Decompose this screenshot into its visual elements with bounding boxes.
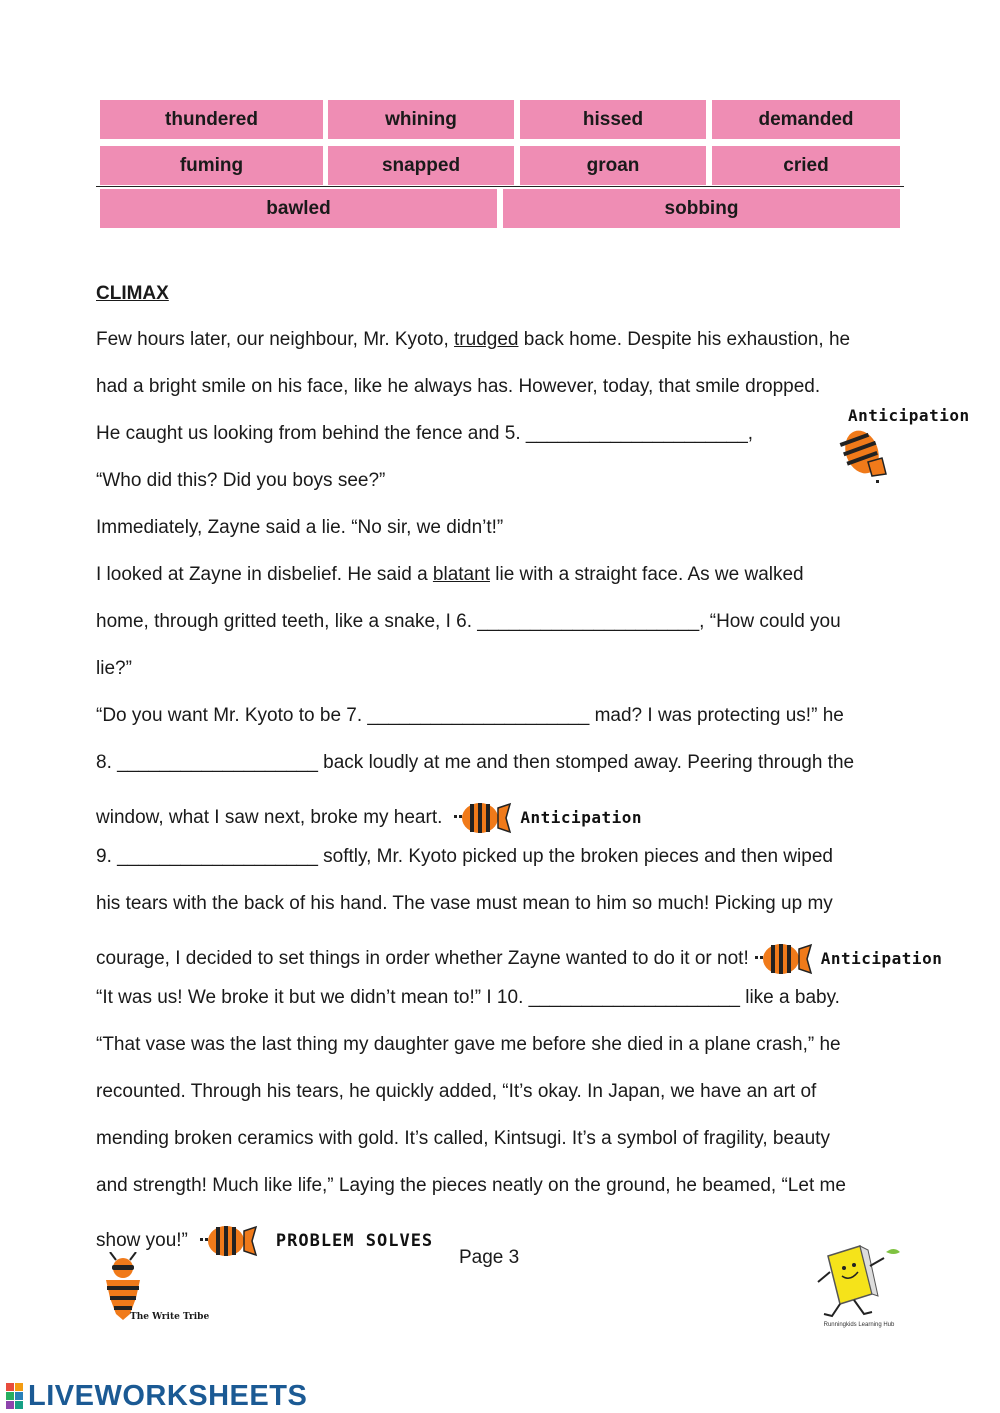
brand-name: LIVEWORKSHEETS [28, 1380, 308, 1412]
story-line: Immediately, Zayne said a lie. “No sir, we didn’t!” [96, 517, 504, 538]
story-line: show you!” PROBLEM SOLVES [96, 1221, 433, 1261]
divider [96, 186, 904, 187]
story-line: 8. ___________________ back loudly at me and then stomped away. Peering through the [96, 752, 855, 773]
story-line: “That vase was the last thing my daughter gave me before she died in a plane crash,” he [96, 1034, 841, 1055]
word-cell: demanded [712, 100, 900, 139]
word-cell: whining [328, 100, 514, 139]
problem-solves-tag: PROBLEM SOLVES [196, 1221, 433, 1261]
story-line: home, through gritted teeth, like a snake, I 6. _____________________, “How could you [96, 611, 841, 632]
liveworksheets-brand [6, 1380, 307, 1413]
story-line: and strength! Much like life,” Laying the pieces neatly on the ground, he beamed, “Let me [96, 1175, 846, 1196]
story-line: “It was us! We broke it but we didn’t mean to!” I 10. ____________________ like a baby. [96, 987, 840, 1008]
story-line: his tears with the back of his hand. The vase must mean to him so much! Picking up my [96, 893, 833, 914]
story-line: recounted. Through his tears, he quickly added, “It’s okay. In Japan, we have an art of [96, 1081, 817, 1102]
word-cell: fuming [100, 146, 323, 185]
word-cell: sobbing [503, 189, 900, 228]
bee-icon [838, 418, 894, 488]
story-line: lie?” [96, 658, 132, 679]
runningkids-label: Runningkids Learning Hub [823, 1322, 895, 1328]
story-line: window, what I saw next, broke my heart. Anticipation [96, 798, 642, 838]
runningkids-logo [810, 1242, 906, 1327]
running-book-icon [810, 1242, 906, 1322]
word-cell: thundered [100, 100, 323, 139]
vocab-word: trudged [454, 329, 519, 350]
story-line: courage, I decided to set things in order whether Zayne wanted to do it or not! Anticipation [96, 939, 942, 979]
story-line: “Do you want Mr. Kyoto to be 7. _____________________ mad? I was protecting us!” he [96, 705, 844, 726]
brand-mark-icon [6, 1383, 24, 1411]
story-line: Few hours later, our neighbour, Mr. Kyoto, trudged back home. Despite his exhaustion, he [96, 329, 851, 350]
anticipation-tag: Anticipation [751, 939, 943, 979]
story-line: mending broken ceramics with gold. It’s called, Kintsugi. It’s a symbol of fragility, beauty [96, 1128, 830, 1149]
bee-icon [450, 798, 514, 838]
word-cell: hissed [520, 100, 706, 139]
story-line: “Who did this? Did you boys see?” [96, 470, 386, 491]
word-cell: snapped [328, 146, 514, 185]
story-line: He caught us looking from behind the fence and 5. _____________________, [96, 423, 754, 444]
write-tribe-label: The Write Tribe [130, 1312, 210, 1322]
vocab-word: blatant [432, 564, 490, 585]
page-number: Page 3 [459, 1247, 520, 1268]
bee-icon [751, 939, 815, 979]
story-line: I looked at Zayne in disbelief. He said a blatant lie with a straight face. As we walked [96, 564, 804, 585]
word-cell: cried [712, 146, 900, 185]
bee-icon [196, 1221, 260, 1261]
story-line: 9. ___________________ softly, Mr. Kyoto picked up the broken pieces and then wiped [96, 846, 833, 867]
section-heading: CLIMAX [96, 283, 169, 304]
story-line: had a bright smile on his face, like he always has. However, today, that smile dropped. [96, 376, 821, 397]
word-cell: bawled [100, 189, 497, 228]
anticipation-tag: Anticipation [450, 798, 642, 838]
word-cell: groan [520, 146, 706, 185]
